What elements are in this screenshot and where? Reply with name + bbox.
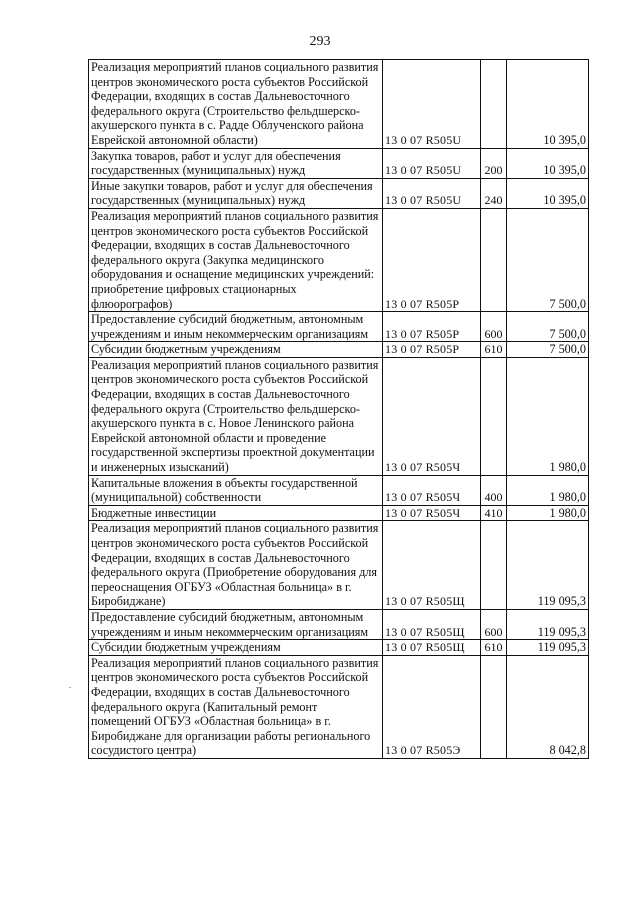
row-name: Реализация мероприятий планов социального развития центров экономического роста субъектов Российской Федерации, входящих в состав Дальневосточного федерального округа (Закупка медицинского оборудования и оснащение медицинских учреждений: приобретение цифровых стационарных флюорографов) bbox=[89, 208, 383, 311]
row-amount: 1 980,0 bbox=[507, 475, 589, 505]
row-name: Закупка товаров, работ и услуг для обеспечения государственных (муниципальных) нужд bbox=[89, 148, 383, 178]
row-code: 13 0 07 R505Щ bbox=[383, 521, 481, 610]
row-vr: 610 bbox=[481, 640, 507, 656]
row-amount: 7 500,0 bbox=[507, 312, 589, 342]
budget-table bbox=[88, 59, 589, 759]
row-vr bbox=[481, 208, 507, 311]
row-amount: 7 500,0 bbox=[507, 342, 589, 358]
table-row bbox=[89, 505, 589, 521]
row-code: 13 0 07 R505Щ bbox=[383, 640, 481, 656]
row-amount: 10 395,0 bbox=[507, 60, 589, 149]
table-row bbox=[89, 475, 589, 505]
page-number: 293 bbox=[309, 34, 331, 49]
row-vr: 400 bbox=[481, 475, 507, 505]
row-name: Реализация мероприятий планов социального развития центров экономического роста субъектов Российской Федерации, входящих в состав Дальневосточного федерального округа (Приобретение оборудования для переоснащения ОГБУЗ «Областная больница» в г. Биробиджане) bbox=[89, 521, 383, 610]
row-name: Предоставление субсидий бюджетным, автономным учреждениям и иным некоммерческим организациям bbox=[89, 312, 383, 342]
margin-mark: . bbox=[69, 680, 72, 690]
row-vr bbox=[481, 60, 507, 149]
row-name: Бюджетные инвестиции bbox=[89, 505, 383, 521]
row-code: 13 0 07 R505U bbox=[383, 178, 481, 208]
row-amount: 7 500,0 bbox=[507, 208, 589, 311]
row-amount: 119 095,3 bbox=[507, 609, 589, 639]
row-amount: 10 395,0 bbox=[507, 148, 589, 178]
row-code: 13 0 07 R505Ч bbox=[383, 505, 481, 521]
row-code: 13 0 07 R505U bbox=[383, 148, 481, 178]
table-row bbox=[89, 148, 589, 178]
row-vr: 600 bbox=[481, 312, 507, 342]
row-code: 13 0 07 R505P bbox=[383, 208, 481, 311]
table-row bbox=[89, 312, 589, 342]
row-name: Иные закупки товаров, работ и услуг для обеспечения государственных (муниципальных) нужд bbox=[89, 178, 383, 208]
table-row bbox=[89, 208, 589, 311]
row-name: Реализация мероприятий планов социального развития центров экономического роста субъектов Российской Федерации, входящих в состав Дальневосточного федерального округа (Строительство фельдшерско-акушерского пункта в с. Новое Ленинского района Еврейской автономной области и проведение государственной экспертизы проектной документации и инженерных изысканий) bbox=[89, 357, 383, 475]
row-code: 13 0 07 R505Щ bbox=[383, 609, 481, 639]
table-row bbox=[89, 342, 589, 358]
row-vr: 610 bbox=[481, 342, 507, 358]
row-vr: 240 bbox=[481, 178, 507, 208]
row-code: 13 0 07 R505Ч bbox=[383, 357, 481, 475]
row-name: Капитальные вложения в объекты государственной (муниципальной) собственности bbox=[89, 475, 383, 505]
row-code: 13 0 07 R505P bbox=[383, 312, 481, 342]
row-amount: 10 395,0 bbox=[507, 178, 589, 208]
row-amount: 119 095,3 bbox=[507, 640, 589, 656]
table-row bbox=[89, 178, 589, 208]
row-vr: 200 bbox=[481, 148, 507, 178]
row-amount: 119 095,3 bbox=[507, 521, 589, 610]
table-row bbox=[89, 357, 589, 475]
table-row bbox=[89, 609, 589, 639]
row-amount: 1 980,0 bbox=[507, 505, 589, 521]
row-vr bbox=[481, 521, 507, 610]
row-vr: 410 bbox=[481, 505, 507, 521]
table-row bbox=[89, 640, 589, 656]
row-code: 13 0 07 R505Ч bbox=[383, 475, 481, 505]
row-name: Реализация мероприятий планов социального развития центров экономического роста субъектов Российской Федерации, входящих в состав Дальневосточного федерального округа (Капитальный ремонт помещений ОГБУЗ «Областная больница» в г. Биробиджане для организации работы регионального сосудистого центра) bbox=[89, 655, 383, 758]
row-name: Субсидии бюджетным учреждениям bbox=[89, 640, 383, 656]
row-amount: 8 042,8 bbox=[507, 655, 589, 758]
row-name: Предоставление субсидий бюджетным, автономным учреждениям и иным некоммерческим организациям bbox=[89, 609, 383, 639]
row-vr bbox=[481, 655, 507, 758]
row-amount: 1 980,0 bbox=[507, 357, 589, 475]
table-row bbox=[89, 521, 589, 610]
row-vr bbox=[481, 357, 507, 475]
row-vr: 600 bbox=[481, 609, 507, 639]
row-name: Реализация мероприятий планов социального развития центров экономического роста субъектов Российской Федерации, входящих в состав Дальневосточного федерального округа (Строительство фельдшерско-акушерского пункта в с. Радде Облученского района Еврейской автономной области) bbox=[89, 60, 383, 149]
row-name: Субсидии бюджетным учреждениям bbox=[89, 342, 383, 358]
row-code: 13 0 07 R505U bbox=[383, 60, 481, 149]
table-row bbox=[89, 655, 589, 758]
row-code: 13 0 07 R505Э bbox=[383, 655, 481, 758]
row-code: 13 0 07 R505P bbox=[383, 342, 481, 358]
table-row bbox=[89, 60, 589, 149]
